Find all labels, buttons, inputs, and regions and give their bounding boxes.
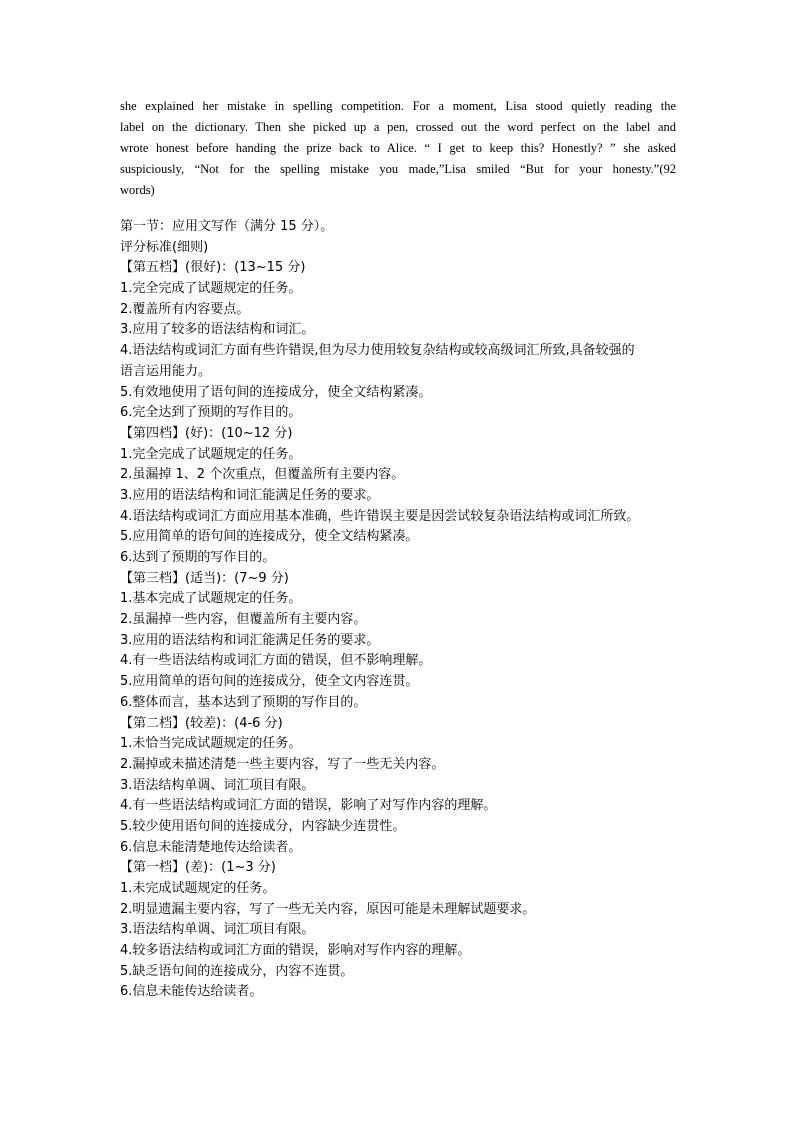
criteria-line: 3.语法结构单调、词汇项目有限。 <box>120 777 315 793</box>
criteria-line: 2.漏掉或未描述清楚一些主要内容，写了一些无关内容。 <box>120 756 445 772</box>
passage-line: label on the dictionary. Then she picked up a pen, crossed out the word perfect on the label and <box>120 120 676 134</box>
criteria-line: 6.完全达到了预期的写作目的。 <box>120 405 302 421</box>
criteria-line: 4.较多语法结构或词汇方面的错误，影响对写作内容的理解。 <box>120 943 471 959</box>
passage-line: words) <box>120 183 155 197</box>
criteria-line: 【第一档】(差)：(1~3 分) <box>120 860 276 876</box>
passage-line: she explained her mistake in spelling competition. For a moment, Lisa stood quietly reading the <box>120 99 676 113</box>
criteria-line: 5.缺乏语句间的连接成分，内容不连贯。 <box>120 963 354 979</box>
criteria-line: 1.完全完成了试题规定的任务。 <box>120 281 302 297</box>
story-passage <box>120 96 676 201</box>
criteria-line: 1.未恰当完成试题规定的任务。 <box>120 736 302 752</box>
criteria-line: 6.信息未能清楚地传达给读者。 <box>120 839 302 855</box>
criteria-line: 6.达到了预期的写作目的。 <box>120 550 276 565</box>
criteria-line: 5.应用简单的语句间的连接成分，使全文结构紧凑。 <box>120 529 419 545</box>
criteria-line: 6.信息未能传达给读者。 <box>120 984 263 1000</box>
section-subtitle: 评分标准(细则) <box>120 239 209 255</box>
criteria-line: 2.虽漏掉 1、2 个次重点，但覆盖所有主要内容。 <box>120 467 405 483</box>
criteria-line: 6.整体而言，基本达到了预期的写作目的。 <box>120 694 367 710</box>
criteria-line: 【第四档】(好)：(10~12 分) <box>120 425 293 441</box>
criteria-line: 4.有一些语法结构或词汇方面的错误，影响了对写作内容的理解。 <box>120 798 497 814</box>
scoring-section <box>120 217 700 1003</box>
passage-line: wrote honest before handing the prize back to Alice. “ I get to keep this? Honestly? ” she asked <box>120 141 676 155</box>
criteria-line: 2.虽漏掉一些内容，但覆盖所有主要内容。 <box>120 612 367 628</box>
criteria-line: 1.完全完成了试题规定的任务。 <box>120 446 302 462</box>
criteria-line: 1.未完成试题规定的任务。 <box>120 881 276 896</box>
criteria-line: 【第五档】(很好)：(13~15 分) <box>120 260 306 276</box>
criteria-line: 5.有效地使用了语句间的连接成分，使全文结构紧凑。 <box>120 384 432 400</box>
criteria-line: 语言运用能力。 <box>120 363 212 379</box>
criteria-line: 2.覆盖所有内容要点。 <box>120 301 250 317</box>
criteria-line: 2.明显遗漏主要内容，写了一些无关内容，原因可能是未理解试题要求。 <box>120 901 536 917</box>
criteria-line: 3.应用的语法结构和词汇能满足任务的要求。 <box>120 487 380 503</box>
criteria-line: 【第二档】(较差)：(4-6 分) <box>120 715 283 731</box>
criteria-line: 1.基本完成了试题规定的任务。 <box>120 591 302 607</box>
criteria-line: 3.应用了较多的语法结构和词汇。 <box>120 322 315 338</box>
criteria-line: 4.有一些语法结构或词汇方面的错误，但不影响理解。 <box>120 653 432 669</box>
criteria-line: 3.应用的语法结构和词汇能满足任务的要求。 <box>120 632 380 648</box>
criteria-line: 5.应用简单的语句间的连接成分，使全文内容连贯。 <box>120 674 419 690</box>
criteria-line: 3.语法结构单调、词汇项目有限。 <box>120 922 315 938</box>
criteria-line: 5.较少使用语句间的连接成分，内容缺少连贯性。 <box>120 818 406 834</box>
criteria-line: 4.语法结构或词汇方面有些许错误,但为尽力使用较复杂结构或较高级词汇所致,具备较强的 <box>120 343 635 359</box>
section-title: 第一节：应用文写作（满分 15 分）。 <box>120 219 334 234</box>
criteria-line: 4.语法结构或词汇方面应用基本准确，些许错误主要是因尝试较复杂语法结构或词汇所致。 <box>120 508 640 524</box>
criteria-line: 【第三档】(适当)：(7~9 分) <box>120 570 289 586</box>
passage-line: suspiciously, “Not for the spelling mistake you made,”Lisa smiled “But for your honesty.”(92 <box>120 162 676 176</box>
